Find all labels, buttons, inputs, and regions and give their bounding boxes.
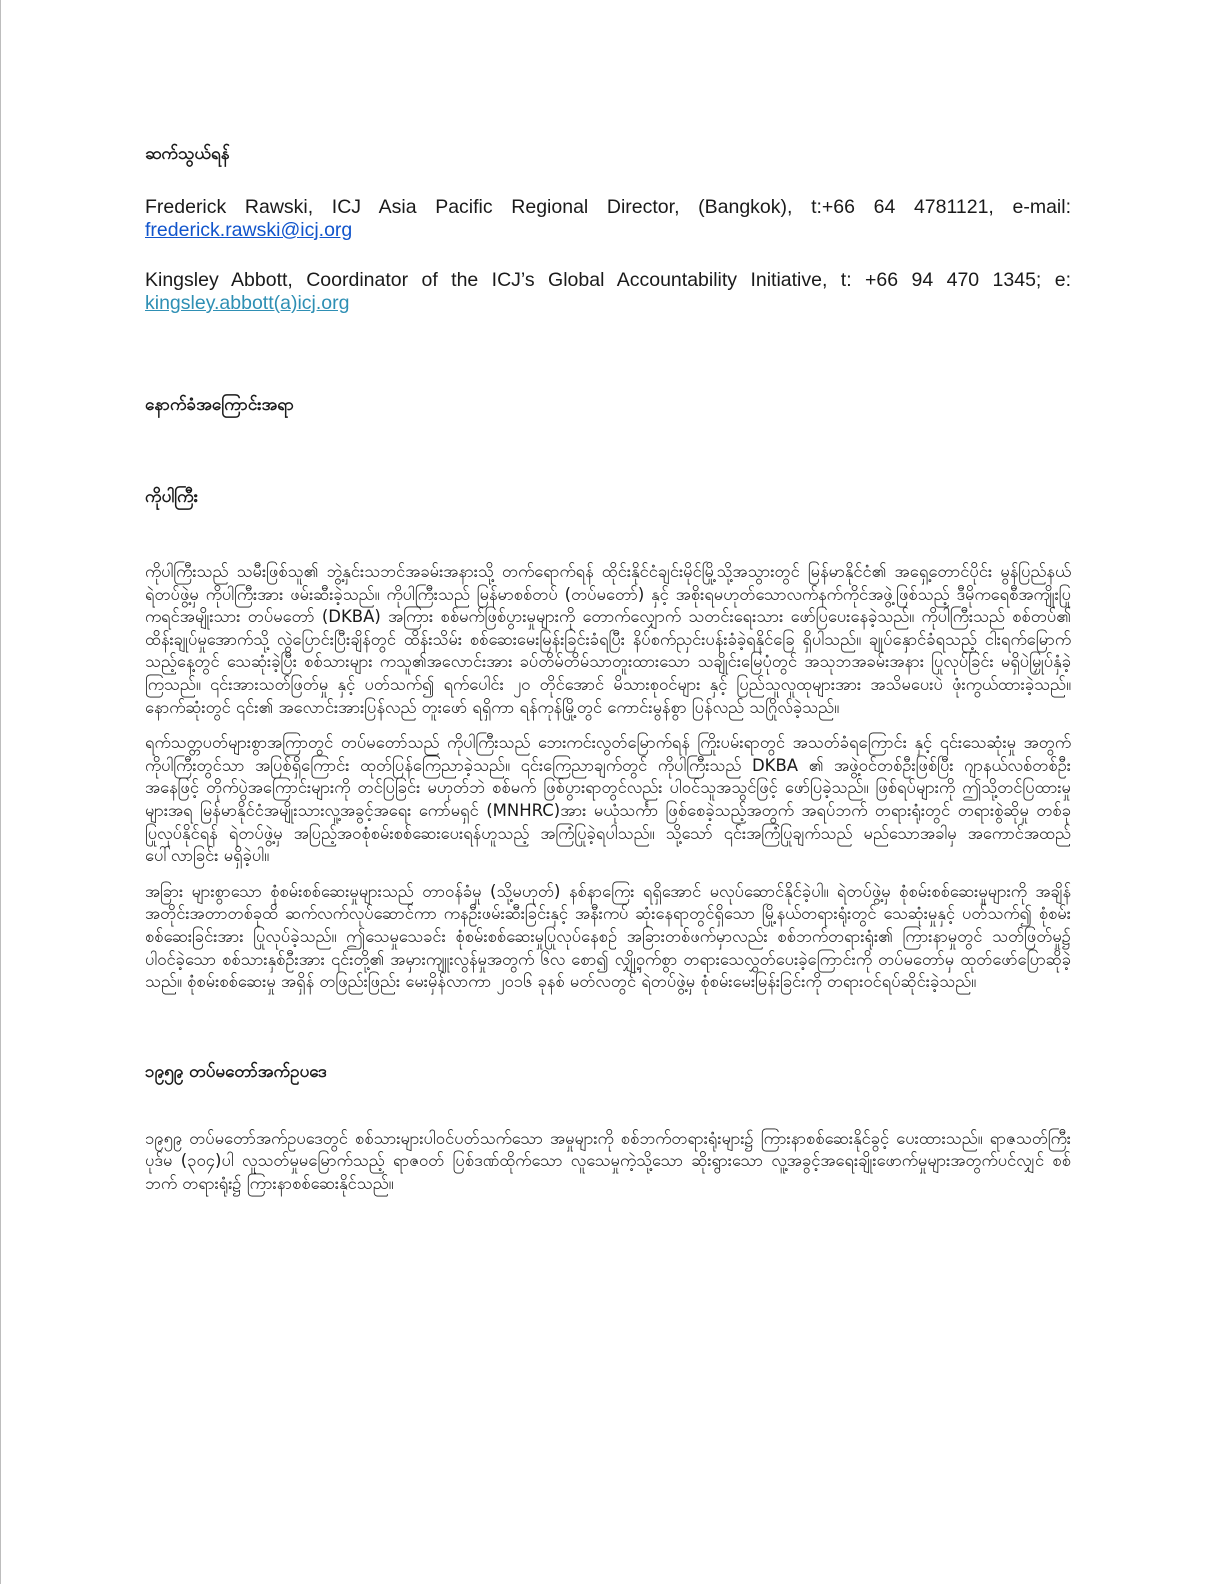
paragraph-arrest: ကိုပါကြီးသည် သမီးဖြစ်သူ၏ ဘွဲ့နှင်းသဘင်အခမ်းအနားသို့ တက်ရောက်ရန် ထိုင်းနိုင်ငံချင်းမိုင်မြို့သို့အသွားတွင် မြန်မာနိုင်ငံ၏ အရှေ့တောင်ပိုင်း မွန်ပြည်နယ် ရဲတပ်ဖွဲ့မှ ကိုပါကြီးအား ဖမ်းဆီးခဲ့သည်။ ကိုပါကြီးသည် မြန်မာစစ်တပ် (တပ်မတော်) နှင့် အစိုးရမဟုတ်သောလက်နက်ကိုင်အဖွဲ့ဖြစ်သည့် ဒီမိုကရေစီအကျိုးပြု ကရင်အမျိုးသား တပ်မတော် (DKBA) အကြား စစ်မက်ဖြစ်ပွားမှုများကို တောက်လျှောက် သတင်းရေးသား ဖော်ပြပေးနေခဲ့သည်။ ကိုပါကြီးသည် စစ်တပ်၏ ထိန်းချုပ်မှုအောက်သို့ လွဲပြောင်းပြီးချိန်တွင် ထိန်းသိမ်း စစ်ဆေးမေးမြန်းခြင်းခံရပြီး နိပ်စက်ညှင်းပန်းခံခဲ့ရနိုင်ခြေ ရှိပါသည်။ ချုပ်နှောင်ခံရသည့် ငါးရက်မြောက်သည့်နေ့တွင် သေဆုံးခဲ့ပြီး စစ်သားများ ကသူ၏အလောင်းအား ခပ်တိမ်တိမ်သာတူးထားသော သချိုင်းမြေပုံတွင် အသုဘအခမ်းအနား ပြုလုပ်ခြင်း မရှိပဲမြှုပ်နှံခဲ့ကြသည်။ ၎င်းအားသတ်ဖြတ်မှု နှင့် ပတ်သက်၍ ရက်ပေါင်း ၂၀ တိုင်အောင် မိသားစုဝင်များ နှင့် ပြည်သူလူထုများအား အသိမပေးပဲ ဖုံးကွယ်ထားခဲ့သည်။ နောက်ဆုံးတွင် ၎င်း၏ အလောင်းအားပြန်လည် တူးဖော် ရရှိကာ ရန်ကုန်မြို့တွင် ကောင်းမွန်စွာ ပြန်လည် သဂြိုလ်ခဲ့သည်။ bbox=[145, 562, 1071, 717]
contact-frederick-rawski bbox=[145, 196, 1071, 242]
kingsley-email-link[interactable]: kingsley.abbott(a)icj.org bbox=[145, 292, 350, 314]
contact-kingsley-abbott bbox=[145, 269, 1071, 315]
document-body bbox=[145, 140, 1071, 1195]
paragraph-investigations: အခြား များစွာသော စုံစမ်းစစ်ဆေးမှုများသည် တာဝန်ခံမှု (သို့မဟုတ်) နစ်နာကြေး ရရှိအောင် မလုပ်ဆောင်နိုင်ခဲ့ပါ။ ရဲတပ်ဖွဲ့မှ စုံစမ်းစစ်ဆေးမှုများကို အချိန်အတိုင်းအတာတစ်ခုထိ ဆက်လက်လုပ်ဆောင်ကာ ကနဦးဖမ်းဆီးခြင်းနှင့် အနီးကပ် ဆုံးနေရာတွင်ရှိသော မြို့နယ်တရားရုံးတွင် သေဆုံးမှုနှင့် ပတ်သက်၍ စုံစမ်းစစ်ဆေးခြင်းအား ပြုလုပ်ခဲ့သည်။ ဤသေမှုသေခင်း စုံစမ်းစစ်ဆေးမှုပြုလုပ်နေစဉ် အခြားတစ်ဖက်မှာလည်း စစ်ဘက်တရားရုံး၏ ကြားနာမှုတွင် သတ်ဖြတ်မှု၌ ပါဝင်ခဲ့သော စစ်သားနှစ်ဦးအား ၎င်းတို့၏ အမှားကျူးလွန်မှုအတွက် ၆လ စော၍ လျှို့ဝှက်စွာ တရားသေလွှတ်ပေးခဲ့ကြောင်းကို တပ်မတော်မှ ထုတ်ဖော်ပြောဆိုခဲ့သည်။ စုံစမ်းစစ်ဆေးမှု အရှိန် တဖြည်းဖြည်း မေးမှိန်လာကာ ၂၀၁၆ ခုနစ် မတ်လတွင် ရဲတပ်ဖွဲ့မှ စုံစမ်းမေးမြန်းခြင်းကို တရားဝင်ရပ်ဆိုင်းခဲ့သည်။ bbox=[145, 881, 1071, 992]
paragraph-defence-services-act: ၁၉၅၉ တပ်မတော်အက်ဥပဒေတွင် စစ်သားများပါဝင်ပတ်သက်သော အမှုများကို စစ်ဘက်တရားရုံးများ၌ ကြားနာစစ်ဆေးနိုင်ခွင့် ပေးထားသည်။ ရာဇသတ်ကြီး ပုဒ်မ (၃၀၄)ပါ လူသတ်မှုမမြောက်သည့် ရာဇဝတ် ပြစ်ဒဏ်ထိုက်သော လူသေမှုကဲ့သို့သော ဆိုးရွားသော လူ့အခွင့်အရေးချိုးဖောက်မှုများအတွက်ပင်လျှင် စစ်ဘက် တရားရုံး၌ ကြားနာစစ်ဆေးနိုင်သည်။ bbox=[145, 1128, 1071, 1193]
contact-frederick-text: Frederick Rawski, ICJ Asia Pacific Regional Director, (Bangkok), t:+66 64 4781121, e-mail: bbox=[145, 196, 1071, 218]
contact-kingsley-text: Kingsley Abbott, Coordinator of the ICJ’s Global Accountability Initiative, t: +66 94 470 1345; e: bbox=[145, 269, 1071, 291]
heading-ko-par-gyi: ကိုပါကြီး bbox=[145, 487, 199, 507]
paragraph-army-statement: ရက်သတ္တပတ်များစွာအကြာတွင် တပ်မတော်သည် ကိုပါကြီးသည် ဘေးကင်းလွတ်မြောက်ရန် ကြိုးပမ်းရာတွင် အသတ်ခံရကြောင်း နှင့် ၎င်းသေဆုံးမှု အတွက် ကိုပါကြီးတွင်သာ အပြစ်ရှိကြောင်း ထုတ်ပြန်ကြေညာခဲ့သည်။ ၎င်းကြေညာချက်တွင် ကိုပါကြီးသည် DKBA ၏ အဖွဲ့ဝင်တစ်ဦးဖြစ်ပြီး ဂျာနယ်လစ်တစ်ဦးအနေဖြင့် တိုက်ပွဲအကြောင်းများကို တင်ပြခြင်း မဟုတ်ဘဲ စစ်မက် ဖြစ်ပွားရာတွင်လည်း ပါဝင်သူအသွင်ဖြင့် ဖော်ပြခဲ့သည်။ ဖြစ်ရပ်များကို ဤသို့တင်ပြထားမှုများအရ မြန်မာနိုင်ငံအမျိုးသားလူ့အခွင့်အရေး ကော်မရှင် (MNHRC)အား မယုံသင်္ကာ ဖြစ်စေခဲ့သည့်အတွက် အရပ်ဘက် တရားရုံးတွင် တရားစွဲဆိုမှု တစ်ခုပြုလုပ်နိုင်ရန် ရဲတပ်ဖွဲ့မှ အပြည့်အဝစုံစမ်းစစ်ဆေးပေးရန်ဟူသည့် အကြံပြုခဲ့ရပါသည်။ သို့သော် ၎င်းအကြံပြုချက်သည် မည်သောအခါမှ အကောင်အထည်ပေါ်လာခြင်း မရှိခဲ့ပါ။ bbox=[145, 733, 1071, 866]
heading-defence-services-act: ၁၉၅၉ တပ်မတော်အက်ဥပဒေ bbox=[145, 1061, 327, 1082]
heading-contact: ဆက်သွယ်ရန် bbox=[145, 144, 230, 164]
heading-background: နောက်ခံအကြောင်းအရာ bbox=[145, 395, 294, 415]
frederick-email-link[interactable]: frederick.rawski@icj.org bbox=[145, 219, 353, 241]
